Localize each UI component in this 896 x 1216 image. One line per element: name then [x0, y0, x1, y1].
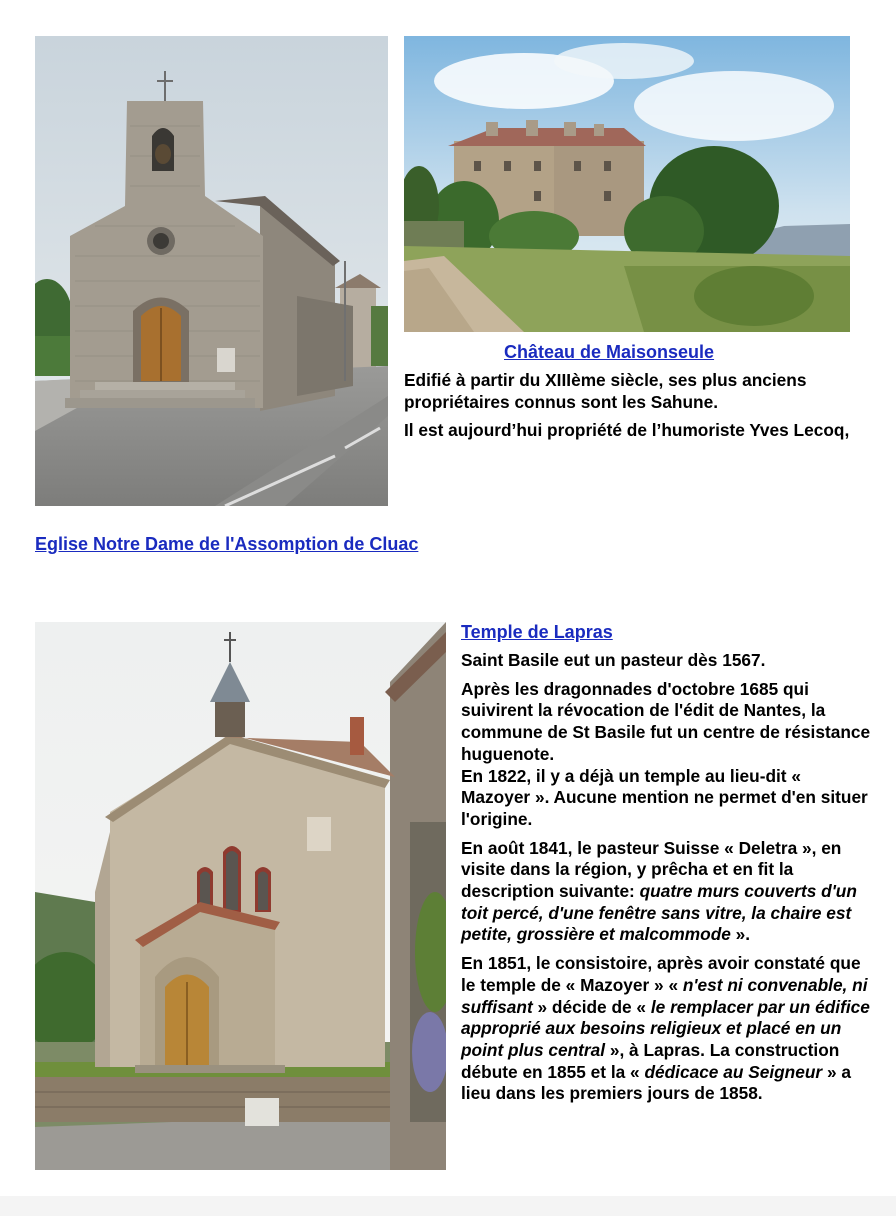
quote-close: ».: [730, 924, 751, 945]
photo-temple-lapras: [35, 622, 446, 1170]
quote-deletra: quatre murs couverts d'un toit percé, d'une fenêtre sans vitre, la chaire est petite, grossière et malcommode: [461, 881, 857, 945]
sentence-dragonnades: Après les dragonnades d'octobre 1685 qui suivirent la révocation de l'édit de Nantes, la commune de St Basile fut un centre de résistance huguenote.: [461, 678, 871, 764]
paragraph-chateau-owner: Il est aujourd’hui propriété de l’humoriste Yves Lecoq,: [404, 420, 850, 441]
text-temple-lapras: [461, 650, 871, 1112]
sentence-consistoire-d: » a lieu dans les premiers jours de 1858.: [461, 1061, 851, 1104]
text-chateau-maisonseule: [404, 370, 854, 449]
photo-eglise-cluac: [35, 36, 388, 506]
sentence-consistoire-a: En 1851, le consistoire, après avoir constaté que le temple de « Mazoyer » «: [461, 953, 861, 995]
paragraph-chateau-history: Edifié à partir du XIIIème siècle, ses plus anciens propriétaires connus sont les Sahune.: [404, 370, 807, 412]
page-bottom-edge: [0, 1196, 896, 1216]
sentence-consistoire-b: » décide de «: [532, 996, 651, 1017]
sentence-consistoire-c: », à Lapras. La construction débute en 1855 et la «: [461, 1039, 840, 1082]
paragraph-lapras-dragonnades: [461, 679, 871, 831]
link-eglise-cluac[interactable]: Eglise Notre Dame de l'Assomption de Cluac: [35, 534, 419, 554]
link-chateau-maisonseule[interactable]: Château de Maisonseule: [504, 342, 715, 362]
sentence-mazoyer-1822: En 1822, il y a déjà un temple au lieu-dit « Mazoyer ». Aucune mention ne permet d'en situer l'origine.: [461, 765, 868, 829]
paragraph-lapras-consistoire: [461, 953, 871, 1105]
quote-convenable: n'est ni convenable, ni suffisant: [461, 974, 868, 1017]
paragraph-lapras-deletra: [461, 838, 871, 947]
sentence-deletra: En août 1841, le pasteur Suisse « Deletra », en visite dans la région, y prêcha et en fit la description suivante:: [461, 837, 842, 902]
link-temple-lapras[interactable]: Temple de Lapras: [461, 622, 613, 642]
quote-dedicace: dédicace au Seigneur: [644, 1061, 823, 1082]
quote-remplacer: le remplacer par un édifice approprié aux besoins religieux et placé en un point plus central: [461, 996, 870, 1060]
paragraph-lapras-pasteur: Saint Basile eut un pasteur dès 1567.: [461, 650, 766, 670]
photo-chateau-maisonseule: [404, 36, 850, 332]
